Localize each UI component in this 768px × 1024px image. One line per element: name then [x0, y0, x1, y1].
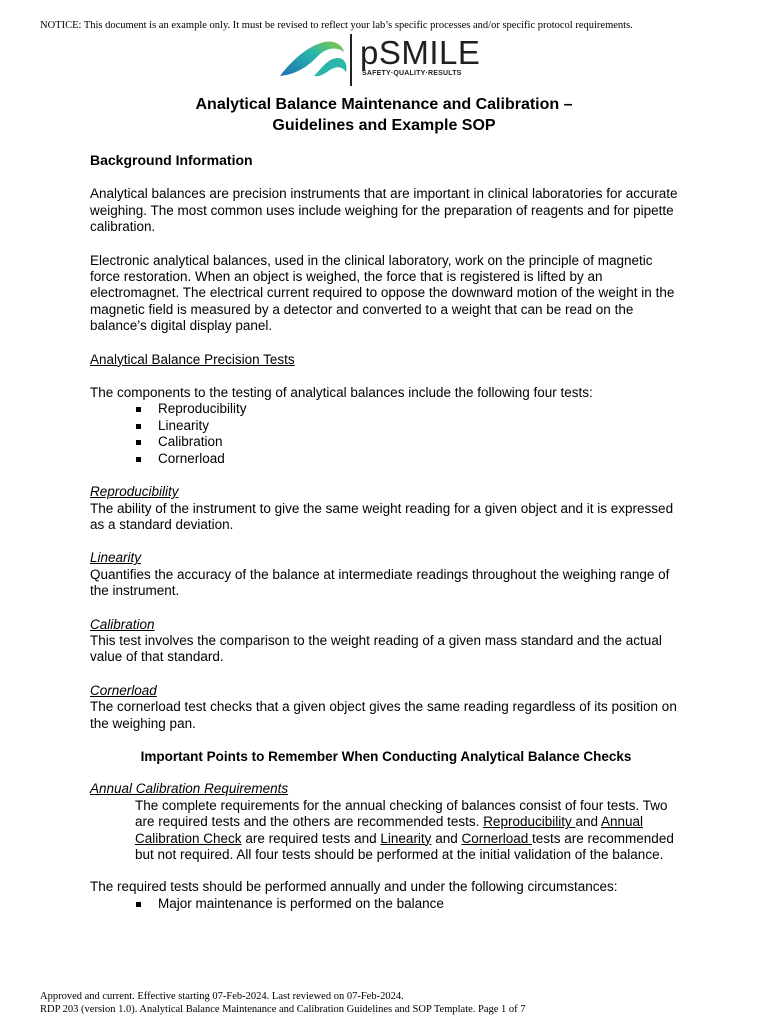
- title-line-2: Guidelines and Example SOP: [272, 117, 496, 134]
- list-item: Major maintenance is performed on the balance: [136, 896, 682, 912]
- notice-text: NOTICE: This document is an example only. It must be revised to reflect your lab’s specific processes and/or specific protocol requirements.: [40, 20, 633, 31]
- linearity-link: Linearity: [380, 830, 432, 846]
- components-intro: The components to the testing of analytical balances include the following four tests:: [90, 385, 593, 401]
- wave-logo-icon: [278, 32, 350, 88]
- circumstances-list: [90, 896, 682, 912]
- document-title: [90, 94, 678, 136]
- definition-term-linearity: Linearity: [90, 550, 142, 566]
- definition-text-linearity: Quantifies the accuracy of the balance at intermediate readings throughout the weighing range of the instrument.: [90, 566, 670, 599]
- annual-text-b: and: [575, 814, 602, 830]
- annual-calibration-check-link: Annual Calibration Check: [135, 814, 644, 846]
- precision-tests-heading: Analytical Balance Precision Tests: [90, 351, 295, 367]
- footer-approval: Approved and current. Effective starting 07-Feb-2024. Last reviewed on 07-Feb-2024.: [40, 991, 404, 1002]
- logo-tagline: SAFETY·QUALITY·RESULTS: [362, 70, 462, 77]
- definition-term-cornerload: Cornerload: [90, 682, 157, 698]
- background-heading: Background Information: [90, 152, 253, 168]
- cornerload-link: Cornerload: [461, 830, 533, 846]
- definition-term-calibration: Calibration: [90, 616, 155, 632]
- annual-text-d: and: [431, 830, 462, 846]
- list-item: Calibration: [136, 434, 682, 450]
- annual-calibration-text: [90, 798, 682, 864]
- annual-text-e: tests are recommended but not required. All four tests should be performed at the initial validation of the balance.: [135, 830, 674, 862]
- title-line-1: Analytical Balance Maintenance and Calibration –: [195, 96, 573, 113]
- list-item: Reproducibility: [136, 401, 682, 417]
- psmile-logo: [278, 32, 488, 88]
- page-footer: [40, 990, 740, 1016]
- logo-divider: [350, 34, 352, 86]
- important-points-heading: Important Points to Remember When Conducting Analytical Balance Checks: [140, 748, 632, 764]
- paragraph-1: Analytical balances are precision instruments that are important in clinical laboratories for accurate weighing. The most common uses include weighing for the preparation of reagents and for pipette calibration.: [90, 186, 678, 235]
- annual-text-c: are required tests and: [241, 830, 381, 846]
- annual-calibration-heading: Annual Calibration Requirements: [90, 781, 289, 797]
- definition-term-reproducibility: Reproducibility: [90, 484, 179, 500]
- definition-text-cornerload: The cornerload test checks that a given object gives the same reading regardless of its position on the weighing pan.: [90, 699, 677, 731]
- tests-list: [90, 401, 682, 467]
- logo-wordmark: pSMILE: [360, 34, 481, 71]
- list-item: Linearity: [136, 418, 682, 434]
- annual-text-a: The complete requirements for the annual checking of balances consist of four tests. Two are required tests and the others are recommended tests.: [135, 797, 668, 830]
- circumstances-intro: The required tests should be performed annually and under the following circumstances:: [90, 879, 618, 895]
- paragraph-2: Electronic analytical balances, used in the clinical laboratory, work on the principle of magnetic force restoration. When an object is weighed, the force that is registered is lifted by an electromagnet. The electrical current required to oppose the downward motion of the weight in the magnetic field is measured by a detector and converted to a weight that can be read on the balance’s digital display panel.: [90, 252, 675, 334]
- document-body: [90, 152, 682, 912]
- definition-text-calibration: This test involves the comparison to the weight reading of a given mass standard and the actual value of that standard.: [90, 632, 662, 665]
- reproducibility-link: Reproducibility: [483, 814, 576, 830]
- list-item: Cornerload: [136, 451, 682, 467]
- definition-text-reproducibility: The ability of the instrument to give the same weight reading for a given object and it is expressed as a standard deviation.: [90, 500, 674, 532]
- footer-document-info: RDP 203 (version 1.0). Analytical Balance Maintenance and Calibration Guidelines and SOP Template. Page 1 of 7: [40, 1004, 526, 1015]
